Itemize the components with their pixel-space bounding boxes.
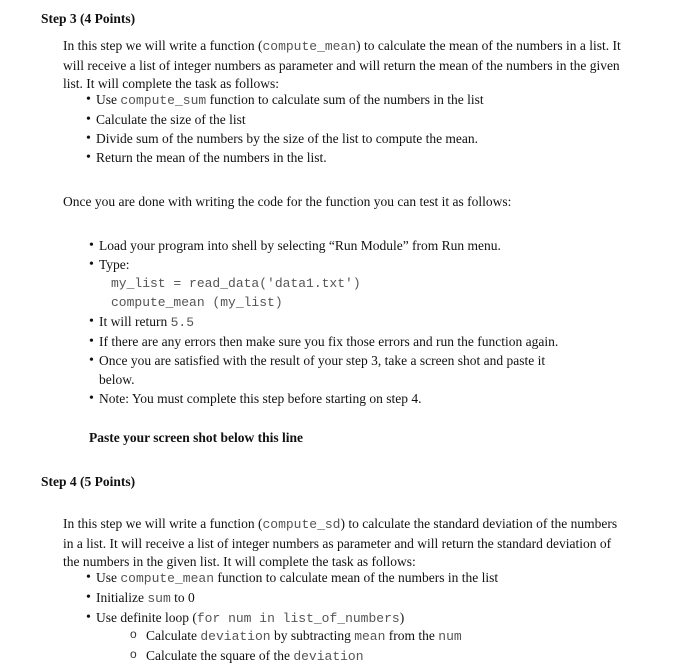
step3-heading: Step 3 (4 Points): [41, 11, 136, 26]
step3-test-intro: Once you are done with writing the code for the function you can test it as follows:: [63, 194, 512, 209]
test-code-line-1: my_list = read_data('data1.txt'): [111, 276, 361, 291]
step4-function-name: compute_sd: [262, 517, 341, 532]
test-satisfied-instruction: • Once you are satisfied with the result of your step 3, take a screen shot and paste it below.: [99, 351, 579, 389]
step3-test-list: [99, 236, 619, 408]
step4-task-3: • Use definite loop (for num in list_of_numbers): [96, 608, 656, 628]
loop-subtask-deviation: o Calculate deviation by subtracting mean from the num: [146, 626, 646, 646]
step4-task-2: • Initialize sum to 0: [96, 588, 656, 608]
step3-intro-text-2: ) to calculate the mean of the numbers in a list. It will receive a list of integer numbers as parameter and will return the mean of the numbers in the given list. It will complete the task as follows:: [63, 38, 621, 91]
test-type-instruction: • Type:: [99, 255, 619, 274]
step4-intro-paragraph: In this step we will write a function (compute_sd) to calculate the standard deviation of the numbers in a list. It will receive a list of integer numbers as parameter and will return the standard deviation of the numbers in the given list. It will complete the task as follows:: [63, 516, 618, 569]
step3-intro-text-1: In this step we will write a function (: [63, 38, 263, 53]
step3-intro-paragraph: [63, 37, 623, 94]
test-errors-instruction: • If there are any errors then make sure you fix those errors and run the function again.: [99, 332, 619, 351]
step3-task-2: • Calculate the size of the list: [96, 110, 656, 129]
loop-subtask-square: o Calculate the square of the deviation: [146, 646, 646, 666]
step4-heading: Step 4 (5 Points): [41, 474, 136, 489]
step3-task-4: • Return the mean of the numbers in the list.: [96, 148, 656, 167]
paste-screenshot-instruction: Paste your screen shot below this line: [89, 430, 303, 445]
step3-task-1: • Use compute_sum function to calculate sum of the numbers in the list: [96, 90, 656, 110]
step3-task-3: • Divide sum of the numbers by the size of the list to compute the mean.: [96, 129, 656, 148]
test-note: • Note: You must complete this step before starting on step 4.: [99, 389, 619, 408]
step4-task-1: • Use compute_mean function to calculate mean of the numbers in the list: [96, 568, 656, 588]
test-code-line-2: compute_mean (my_list): [111, 295, 283, 310]
step3-task-list: [96, 90, 656, 167]
test-return-value: • It will return 5.5: [99, 312, 619, 332]
step4-loop-subtasks: [146, 626, 646, 666]
test-load-instruction: • Load your program into shell by selecting “Run Module” from Run menu.: [99, 236, 619, 255]
step3-function-name: compute_mean: [262, 39, 357, 54]
step4-task-list: [96, 568, 656, 628]
compute-sum-code: compute_sum: [120, 93, 207, 108]
